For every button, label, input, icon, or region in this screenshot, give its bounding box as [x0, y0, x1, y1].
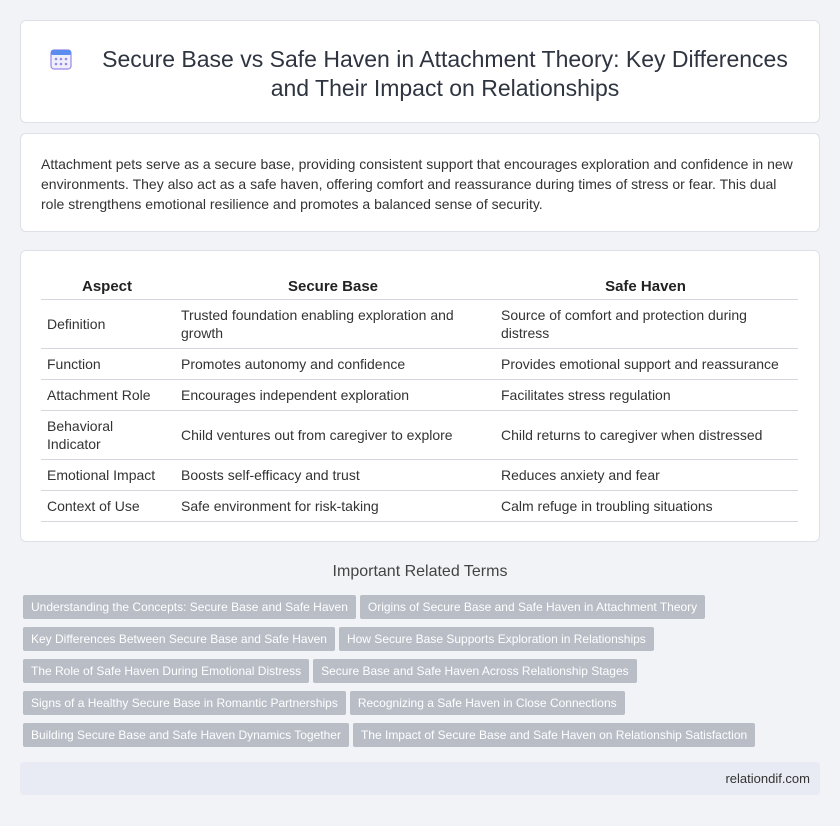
header-secure-base: Secure Base — [173, 273, 493, 299]
calendar-icon — [49, 47, 73, 71]
related-term-link[interactable]: Key Differences Between Secure Base and Safe Haven — [23, 627, 335, 651]
related-term-link[interactable]: Recognizing a Safe Haven in Close Connections — [350, 691, 625, 715]
page-title: Secure Base vs Safe Haven in Attachment Theory: Key Differences and Their Impact on Relationships — [102, 46, 788, 101]
table-cell: Source of comfort and protection during distress — [493, 299, 798, 348]
table-row — [41, 348, 798, 379]
table-card — [20, 250, 820, 542]
related-term-link[interactable]: Origins of Secure Base and Safe Haven in Attachment Theory — [360, 595, 705, 619]
related-term-link[interactable]: Secure Base and Safe Haven Across Relationship Stages — [313, 659, 637, 683]
related-terms-list — [23, 595, 803, 755]
related-term-link[interactable]: The Impact of Secure Base and Safe Haven on Relationship Satisfaction — [353, 723, 755, 747]
table-cell: Reduces anxiety and fear — [493, 459, 798, 490]
table-cell: Child returns to caregiver when distressed — [493, 410, 798, 459]
table-cell: Safe environment for risk-taking — [173, 490, 493, 521]
table-cell: Function — [41, 348, 173, 379]
related-term-link[interactable]: Understanding the Concepts: Secure Base and Safe Haven — [23, 595, 356, 619]
header-aspect: Aspect — [41, 273, 173, 299]
table-cell: Attachment Role — [41, 379, 173, 410]
intro-card — [20, 133, 820, 232]
table-cell: Child ventures out from caregiver to explore — [173, 410, 493, 459]
table-row — [41, 459, 798, 490]
related-term-link[interactable]: Signs of a Healthy Secure Base in Romantic Partnerships — [23, 691, 346, 715]
header-card — [20, 20, 820, 123]
table-row — [41, 379, 798, 410]
table-cell: Emotional Impact — [41, 459, 173, 490]
table-cell: Behavioral Indicator — [41, 410, 173, 459]
table-cell: Context of Use — [41, 490, 173, 521]
table-cell: Calm refuge in troubling situations — [493, 490, 798, 521]
footer-site-link[interactable]: relationdif.com — [725, 771, 810, 786]
table-row — [41, 410, 798, 459]
related-term-link[interactable]: How Secure Base Supports Exploration in Relationships — [339, 627, 654, 651]
table-cell: Trusted foundation enabling exploration and growth — [173, 299, 493, 348]
table-cell: Provides emotional support and reassurance — [493, 348, 798, 379]
table-cell: Promotes autonomy and confidence — [173, 348, 493, 379]
related-terms-title: Important Related Terms — [332, 563, 508, 580]
related-term-link[interactable]: The Role of Safe Haven During Emotional Distress — [23, 659, 309, 683]
table-cell: Definition — [41, 299, 173, 348]
header-safe-haven: Safe Haven — [493, 273, 798, 299]
footer — [20, 762, 820, 795]
table-row — [41, 490, 798, 521]
table-cell: Facilitates stress regulation — [493, 379, 798, 410]
table-cell: Encourages independent exploration — [173, 379, 493, 410]
related-term-link[interactable]: Building Secure Base and Safe Haven Dynamics Together — [23, 723, 349, 747]
table-header-row — [41, 273, 798, 299]
table-cell: Boosts self-efficacy and trust — [173, 459, 493, 490]
comparison-table — [41, 273, 798, 522]
table-row — [41, 299, 798, 348]
intro-text: Attachment pets serve as a secure base, providing consistent support that encourages exploration and confidence in new environments. They also act as a safe haven, offering comfort and reassurance during times of stress or fear. This dual role strengthens emotional resilience and promotes a balanced sense of security. — [41, 156, 793, 212]
